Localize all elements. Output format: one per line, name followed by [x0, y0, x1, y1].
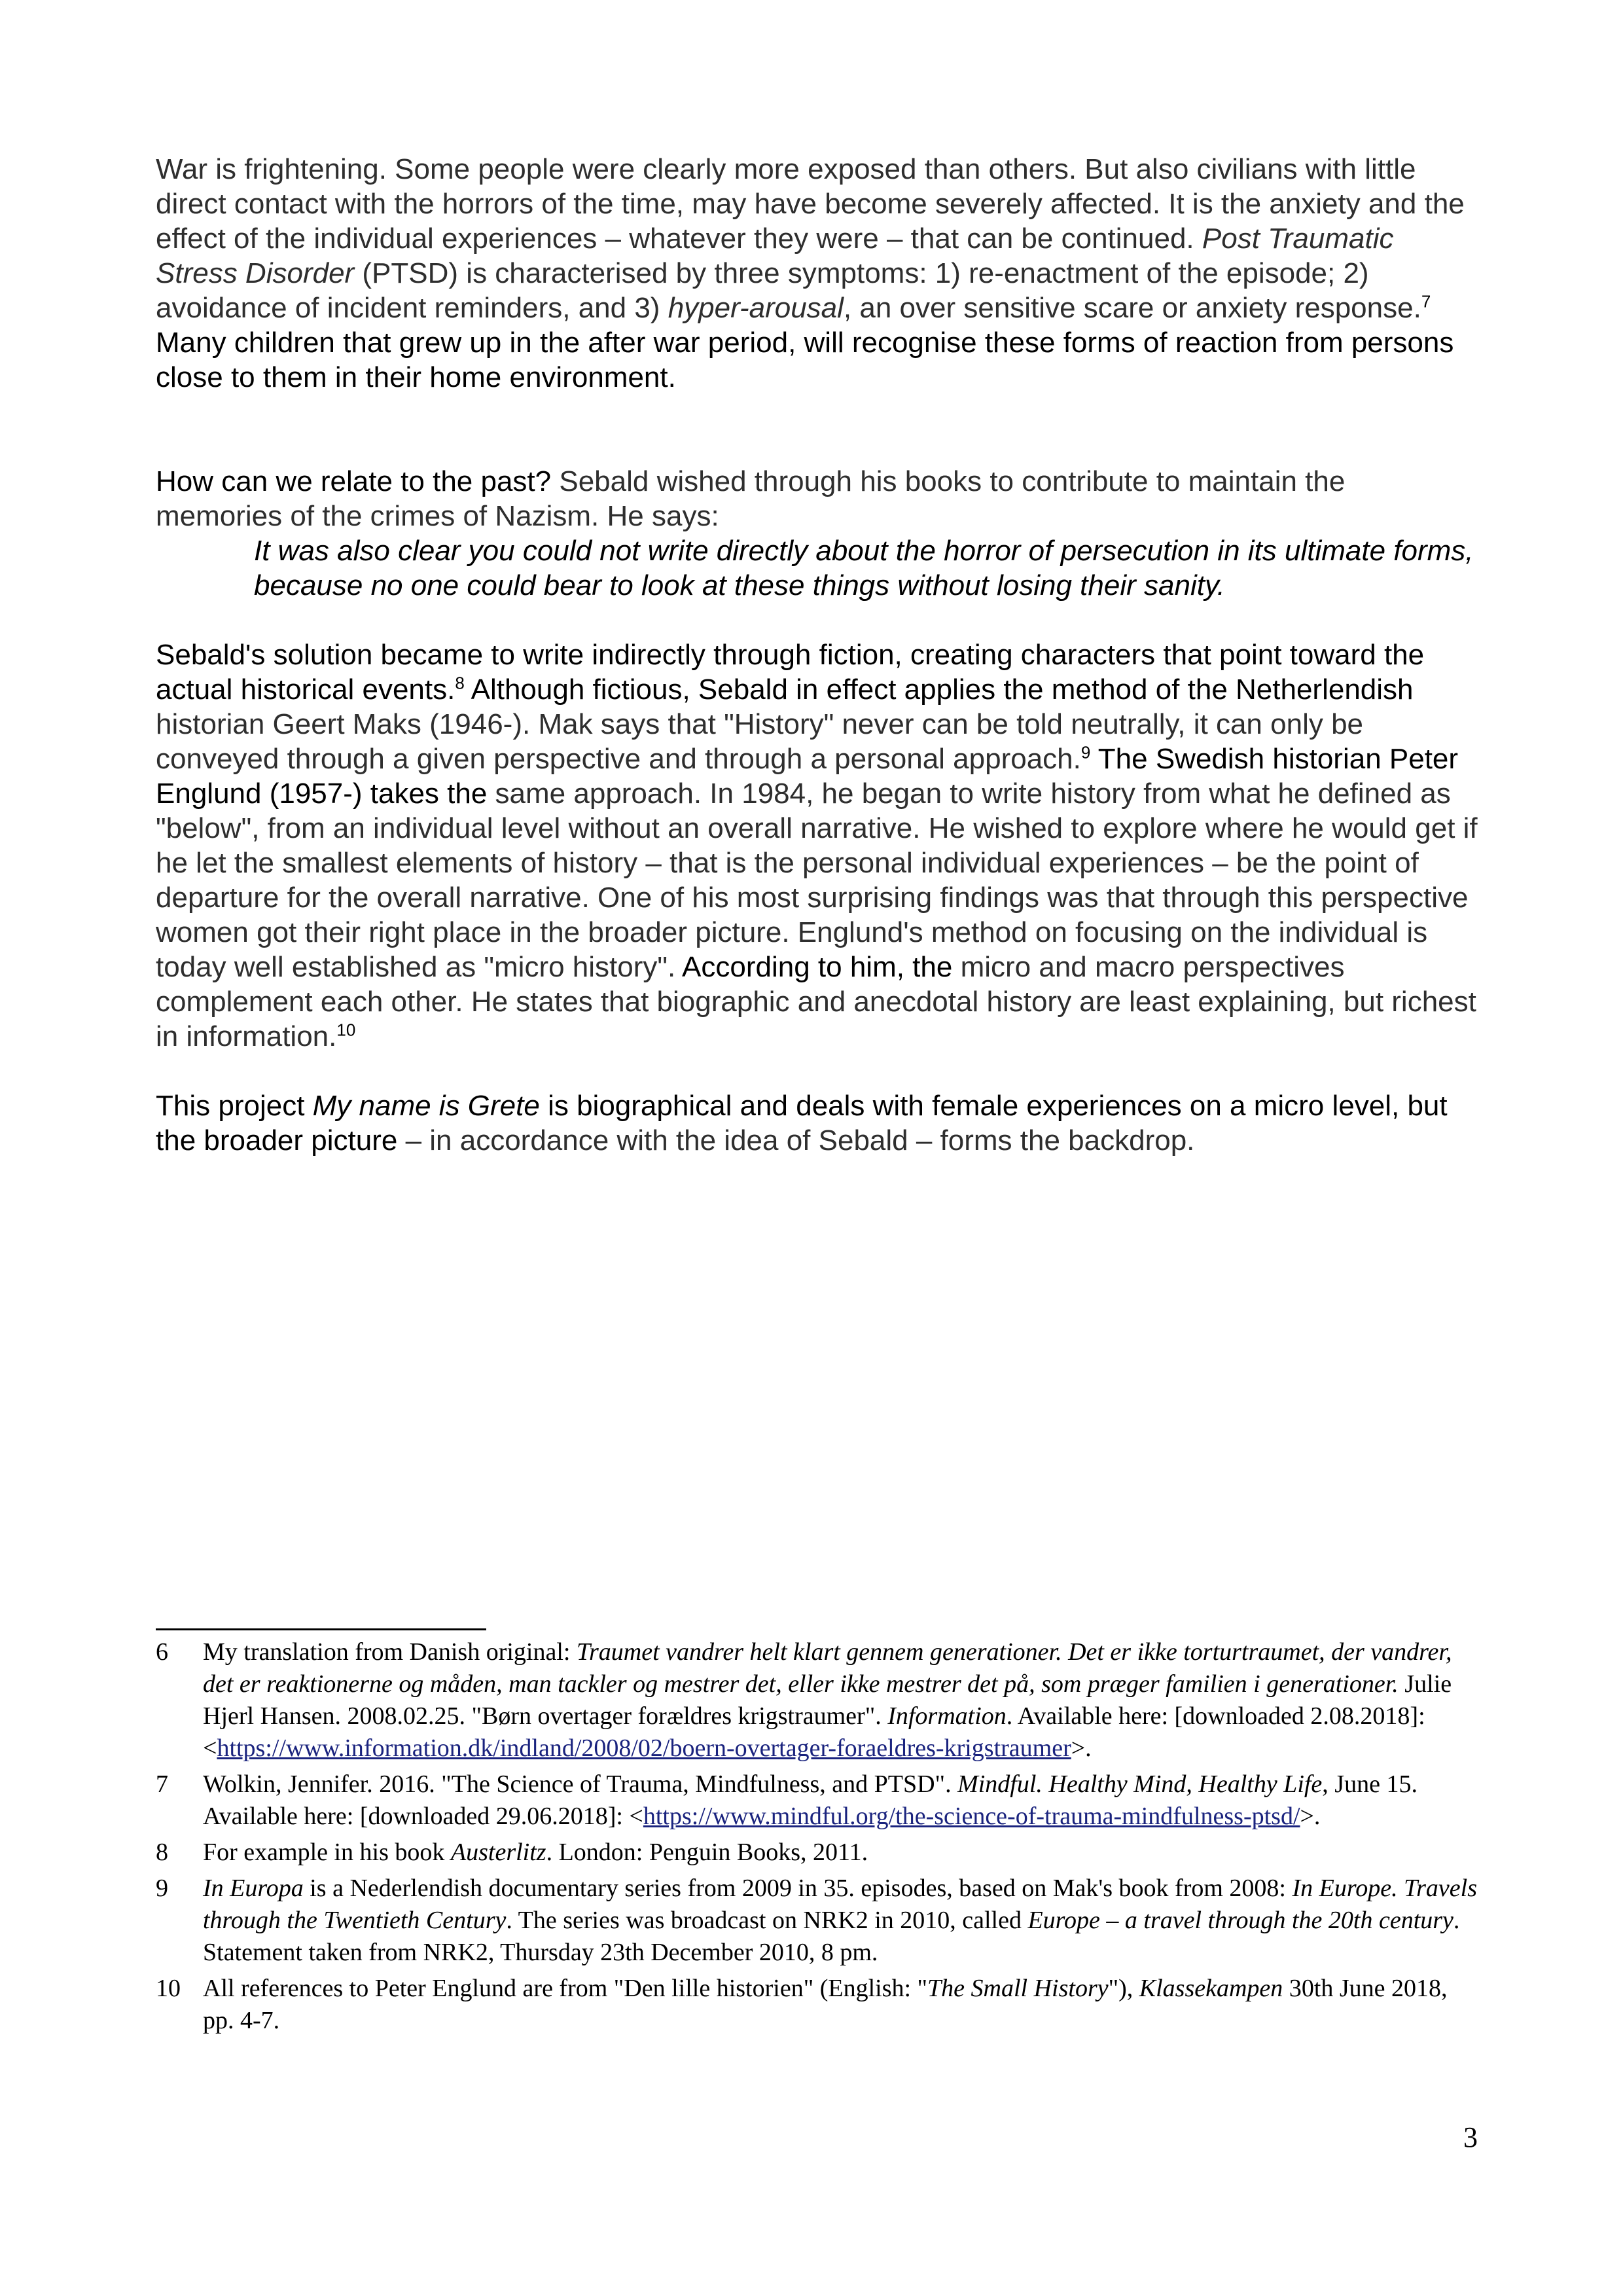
footnote-ref-10[interactable]: 10 [336, 1020, 356, 1040]
footnote-number: 9 [156, 1874, 168, 1902]
footnote-10: 10 All references to Peter Englund are from "Den lille historien" (English: "The Small History"), Klassekampen 30th June 2018, pp. 4-7. [156, 1973, 1478, 2037]
footnote-number: 10 [156, 1975, 181, 2002]
footnote-9: 9 In Europa is a Nederlendish documentary series from 2009 in 35. episodes, based on Mak's book from 2008: In Europe. Travels through the Twentieth Century. The series was broadcast on NRK2 in 2010, called Europe – a travel through the 20th century. Statement taken from NRK2, Thursday 23th December 2010, 8 pm. [156, 1873, 1478, 1969]
footnote-ref-7[interactable]: 7 [1421, 291, 1431, 312]
footnote-number: 7 [156, 1770, 168, 1798]
footnote-separator [156, 1628, 486, 1630]
footnote-number: 6 [156, 1638, 168, 1666]
footnote-link[interactable]: https://www.information.dk/indland/2008/02/boern-overtager-foraeldres-krigstraumer [217, 1734, 1071, 1762]
footnote-link[interactable]: https://www.mindful.org/the-science-of-trauma-mindfulness-ptsd/ [643, 1803, 1300, 1830]
footnote-ref-9[interactable]: 9 [1080, 742, 1091, 762]
paragraph-project: This project My name is Grete is biographical and deals with female experiences on a micro level, but the broader picture – in accordance with the idea of Sebald – forms the backdrop. [156, 1090, 1448, 1157]
footnote-7: 7 Wolkin, Jennifer. 2016. "The Science of Trauma, Mindfulness, and PTSD". Mindful. Healthy Mind, Healthy Life, June 15. Available here: [downloaded 29.06.2018]: <https://www.mindful.org/the-science-of-trauma-mindfulness-ptsd/>. [156, 1768, 1478, 1833]
paragraph-relate-past: How can we relate to the past? Sebald wished through his books to contribute to maintain the memories of the crimes of Nazism. He says: [156, 465, 1346, 532]
page-number: 3 [1463, 2121, 1478, 2153]
footnote-number: 8 [156, 1839, 168, 1866]
footnote-8: 8 For example in his book Austerlitz. London: Penguin Books, 2011. [156, 1837, 1478, 1869]
footnote-6: 6 My translation from Danish original: Traumet vandrer helt klart gennem generationer. Det er ikke torturtraumet, der vandrer, det er reaktionerne og måden, man tackler og mestrer det, eller ikke mestrer det på, som præger familien i generationer. Julie Hjerl Hansen. 2008.02.25. "Børn overtager forældres krigstraumer". Information. Available here: [downloaded 2.08.2018]: <https://www.information.dk/indland/2008/02/boern-overtager-foraeldres-krigstraumer>. [156, 1636, 1478, 1765]
paragraph-sebald-solution: Sebald's solution became to write indirectly through fiction, creating characters that point toward the actual historical events.$^8$ Although fictious, Sebald in effect applies the method of the Netherlendish historian Geert Maks (1946-). Mak says that "History" never can be told neutrally, it can only be conveyed through a given perspective and through a personal approach.$^9$ The Swedish historian Peter Englund (1957-) takes the same approach. In 1984, he began to write history from what he defined as "below", from an individual level without an overall narrative. He wished to explore where he would get if he let the smallest elements of history – that is the personal individual experiences – be the point of departure for the overall narrative. One of his most surprising findings was that through this perspective women got their right place in the broader picture. Englund's method on focusing on the individual is today well established as "micro history". According to him, the micro and macro perspectives complement each other. He states that biographic and anecdotal history are least explaining, but richest in information.$^{10}$ [156, 639, 1478, 1052]
footnote-ref-8[interactable]: 8 [455, 673, 465, 693]
footnotes [156, 1636, 1478, 2041]
block-quote: It was also clear you could not write directly about the horror of persecution in its ultimate forms, because no one could bear to look at these things without losing their sanity. [254, 535, 1474, 601]
paragraph-war-ptsd: War is frightening. Some people were clearly more exposed than others. But also civilians with little direct contact with the horrors of the time, may have become severely affected. It is the anxiety and the effect of the individual experiences – whatever they were – that can be continued. Post Traumatic Stress Disorder (PTSD) is characterised by three symptoms: 1) re-enactment of the episode; 2) avoidance of incident reminders, and 3) hyper-arousal, an over sensitive scare or anxiety response.$^7$ Many children that grew up in the after war period, will recognise these forms of reaction from persons close to them in their home environment. [156, 153, 1465, 393]
body-text [156, 152, 1478, 1158]
